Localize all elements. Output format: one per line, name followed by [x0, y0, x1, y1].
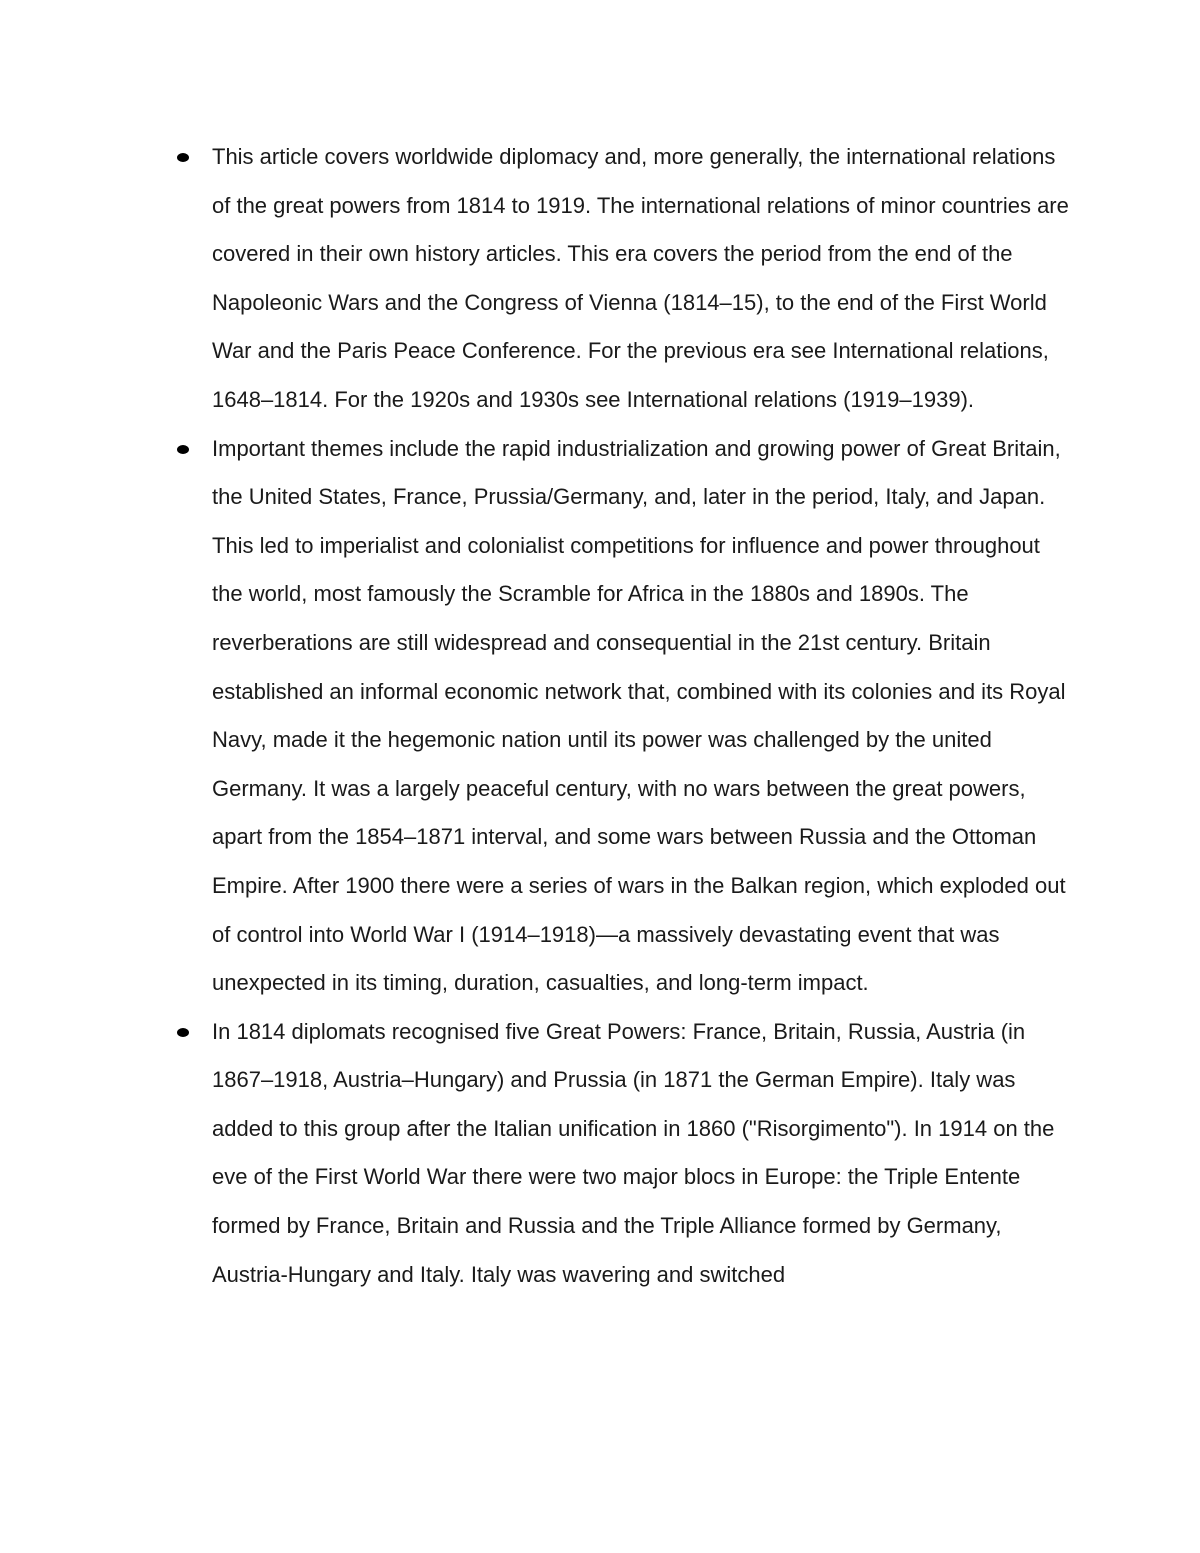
list-item: [170, 1008, 1070, 1300]
paragraph-text: In 1814 diplomats recognised five Great Powers: France, Britain, Russia, Austria (in 1867–1918, Austria–Hungary) and Prussia (in 1871 the German Empire). Italy was added to this group after the Italian unification in 1860 ("Risorgimento"). In 1914 on the eve of the First World War there were two major blocs in Europe: the Triple Entente formed by France, Britain and Russia and the Triple Alliance formed by Germany, Austria-Hungary and Italy. Italy was wavering and switched: [212, 1018, 1055, 1287]
list-item: [170, 133, 1070, 425]
list-item: [170, 425, 1070, 1008]
paragraph-text: Important themes include the rapid industrialization and growing power of Great Britain, the United States, France, Prussia/Germany, and, later in the period, Italy, and Japan. This led to imperialist and colonialist competitions for influence and power throughout the world, most famously the Scramble for Africa in the 1880s and 1890s. The reverberations are still widespread and consequential in the 21st century. Britain established an informal economic network that, combined with its colonies and its Royal Navy, made it the hegemonic nation until its power was challenged by the united Germany. It was a largely peaceful century, with no wars between the great powers, apart from the 1854–1871 interval, and some wars between Russia and the Ottoman Empire. After 1900 there were a series of wars in the Balkan region, which exploded out of control into World War I (1914–1918)—a massively devastating event that was unexpected in its timing, duration, casualties, and long-term impact.: [212, 435, 1066, 996]
paragraph-text: This article covers worldwide diplomacy and, more generally, the international relations of the great powers from 1814 to 1919. The international relations of minor countries are covered in their own history articles. This era covers the period from the end of the Napoleonic Wars and the Congress of Vienna (1814–15), to the end of the First World War and the Paris Peace Conference. For the previous era see International relations, 1648–1814. For the 1920s and 1930s see International relations (1919–1939).: [212, 144, 1069, 412]
bullet-list: [170, 133, 1070, 1299]
bullet-icon: [177, 1028, 189, 1037]
bullet-icon: [177, 153, 189, 162]
bullet-icon: [177, 445, 189, 454]
